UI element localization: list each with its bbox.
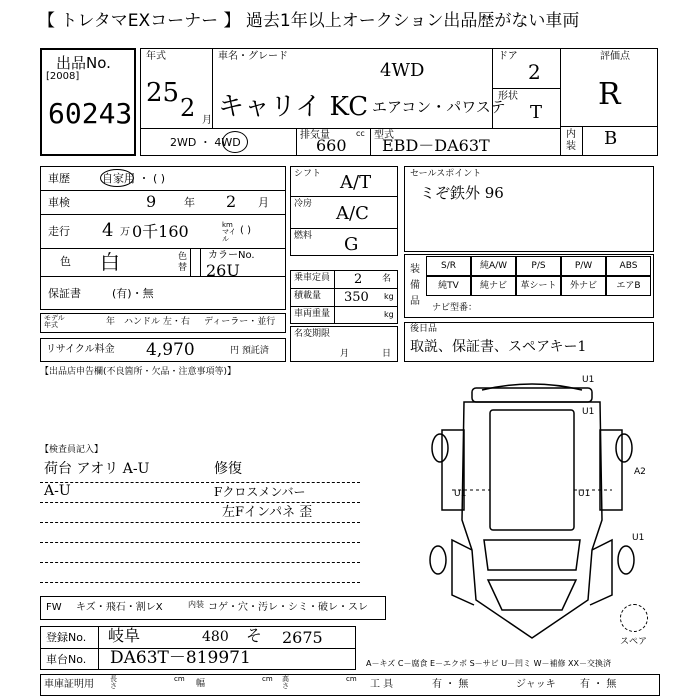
displacement-label: 排気量 [300,130,330,141]
fw-label: FW [46,602,62,613]
mileage-label: 走行 [48,225,70,238]
height-cm: cm [346,675,357,683]
year-value: 25 [146,78,180,108]
width-label: 幅 [196,679,206,689]
repaint-label: 色替 [178,252,188,273]
inspection-month-unit: 月 [258,196,269,209]
height-label: 高さ [282,675,289,690]
warranty-label: 保証書 [48,287,81,300]
doors-value: 2 [528,60,541,84]
load-value: 350 [344,290,369,305]
lot-year-tag: [2008] [46,71,80,82]
equipment-item: S/R [426,256,471,276]
sales-point-label: セールスポイント [410,169,482,179]
shape-value: T [530,102,543,123]
fuel-label: 燃料 [294,231,313,241]
history-value: 自家用 ・ ( ) [102,172,166,185]
mileage-unit: km マイル [222,221,236,243]
load-unit: kg [384,292,394,301]
dealer-label: ディーラー・並行 [204,317,276,327]
equipment-label: 装備品 [410,264,420,307]
diagram-mark-6: U1 [632,533,645,543]
shift-value: A/T [340,172,372,193]
mileage-value: 0千160 [132,222,189,241]
mileage-man-unit: 万 [120,227,130,238]
diagram-mark-5: U1 [578,489,591,499]
chassis-label: 車台No. [46,653,87,666]
color-label: 色 [60,255,71,268]
drive-options: 2WD ・ 4WD [170,136,241,149]
type-label: 型式 [374,130,394,141]
banner-text: 【 トレタマEXコーナー 】 過去1年以上オークション出品歴がない車両 [38,11,580,31]
name-change-month: 月 [340,349,350,359]
color-value: 白 [100,250,120,274]
equipment-item: 外ナビ [561,276,606,296]
chassis-value: DA63T－819971 [110,648,251,668]
attached-label: 後日品 [410,324,438,334]
name-change-label: 名変期限 [294,329,331,339]
navi-label: ナビ型番： [432,303,478,313]
spare-tire-icon [620,604,648,632]
diagram-mark-4: U1 [454,489,467,499]
history-circle [100,169,134,187]
inspection-month: 2 [226,192,237,211]
interior-value: B [604,128,618,149]
inspector-label: 【検査員記入】 [40,445,104,455]
score-value: R [598,77,621,112]
lot-box [40,48,136,156]
car-diagram [412,370,652,650]
recycle-unit: 円 預託済 [230,346,269,356]
damage-legend: A－キズ C－腐食 E－エクボ S－サビ U－凹ミ W－補修 XX－交換済 [366,659,612,668]
registration-label: 登録No. [46,631,87,644]
equipment-item: P/W [561,256,606,276]
drive-circle [222,131,248,153]
score-label: 評価点 [600,51,630,62]
shape-label: 形状 [498,91,518,102]
model-name: キャリイ KC [218,92,369,122]
displacement-value: 660 [316,136,347,155]
header-banner [8,4,692,30]
weight-label: 車両重量 [294,309,331,319]
equipment-item: 純TV [426,276,471,296]
name-label: 車名・グレード [218,51,288,62]
doors-label: ドア [498,51,518,62]
inspector-note-2: A-U [44,483,71,499]
equipment-item: エアB [606,276,651,296]
registration-num: 2675 [282,628,323,647]
diagram-mark-1: U1 [582,375,595,385]
model-year-label: モデル年式 [44,314,65,329]
inspector-note-4: Fクロスメンバー [214,485,306,499]
fuel-value: G [344,234,359,255]
warranty-value: (有)・無 [112,287,154,300]
equipment-item: P/S [516,256,561,276]
ac-label: 冷房 [294,199,313,209]
fw-scratch: キズ・飛石・割レX [76,602,163,613]
inspection-year: 9 [146,192,157,211]
jack-value: 有 ・ 無 [580,679,617,690]
length-cm: cm [174,675,185,683]
interior-label: 内装 [566,129,576,152]
inspector-note-5: 左Fインパネ 歪 [222,505,313,520]
equipment-item: 純A/W [471,256,516,276]
inspection-year-unit: 年 [184,196,195,209]
length-label: 長さ [110,675,117,690]
jack-label: ジャッキ [516,679,556,690]
registration-class: 480 [202,629,229,645]
load-label: 積載量 [294,291,322,301]
inspection-label: 車検 [48,196,70,209]
mileage-man: 4 [102,220,114,241]
spare-label: スペア [620,637,648,647]
shift-label: シフト [294,169,322,179]
riders-label: 乗車定員 [294,273,331,283]
mileage-paren: ( ) [240,225,251,236]
riders-unit: 名 [382,274,392,284]
registration-kana: そ [246,626,263,645]
fw-interior: 内装 [188,600,204,609]
sales-point-value: ミぞ鉄外 96 [420,184,504,202]
year-label: 年式 [146,51,166,62]
weight-unit: kg [384,310,394,319]
cert-label: 車庫証明用 [44,679,94,690]
lot-label: 出品No. [56,54,111,72]
recycle-value: 4,970 [146,340,195,360]
attached-value: 取説、保証書、スペアキー1 [410,339,587,355]
cc-label: cc [356,129,365,138]
history-label: 車歴 [48,172,70,185]
riders-value: 2 [354,272,363,287]
seller-report-label: 【出品店申告欄(不良箇所・欠品・注意事項等)】 [40,367,237,377]
width-cm: cm [262,675,273,683]
lot-number: 60243 [48,97,133,130]
recycle-label: リサイクル料金 [46,344,115,355]
equipment-item: 革シート [516,276,561,296]
diagram-mark-3: A2 [634,467,646,477]
registration-area: 岐阜 [108,626,141,645]
grade-value: エアコン・パワステ [372,98,506,116]
name-change-day: 日 [382,349,392,359]
type-value: EBD－DA63T [382,136,490,155]
grade-top: 4WD [380,60,425,81]
model-year-unit: 年 [106,317,116,327]
tools-label: 工 具 [370,679,394,690]
equipment-item: ABS [606,256,651,276]
diagram-mark-2: U1 [582,407,595,417]
year-month-unit: 月 [202,115,212,126]
color-no-value: 26U [206,261,240,280]
fw-items: コゲ・穴・汚レ・シミ・破レ・スレ [208,602,368,613]
inspector-note-1: 荷台 アオリ A-U [44,461,150,477]
equipment-item: 純ナビ [471,276,516,296]
color-no-label: カラーNo. [208,250,255,261]
inspector-note-3: 修復 [214,461,242,477]
ac-value: A/C [336,203,369,224]
handle-label: ハンドル 左・右 [124,317,190,327]
tools-value: 有 ・ 無 [432,679,469,690]
year-month-value: 2 [180,94,196,122]
